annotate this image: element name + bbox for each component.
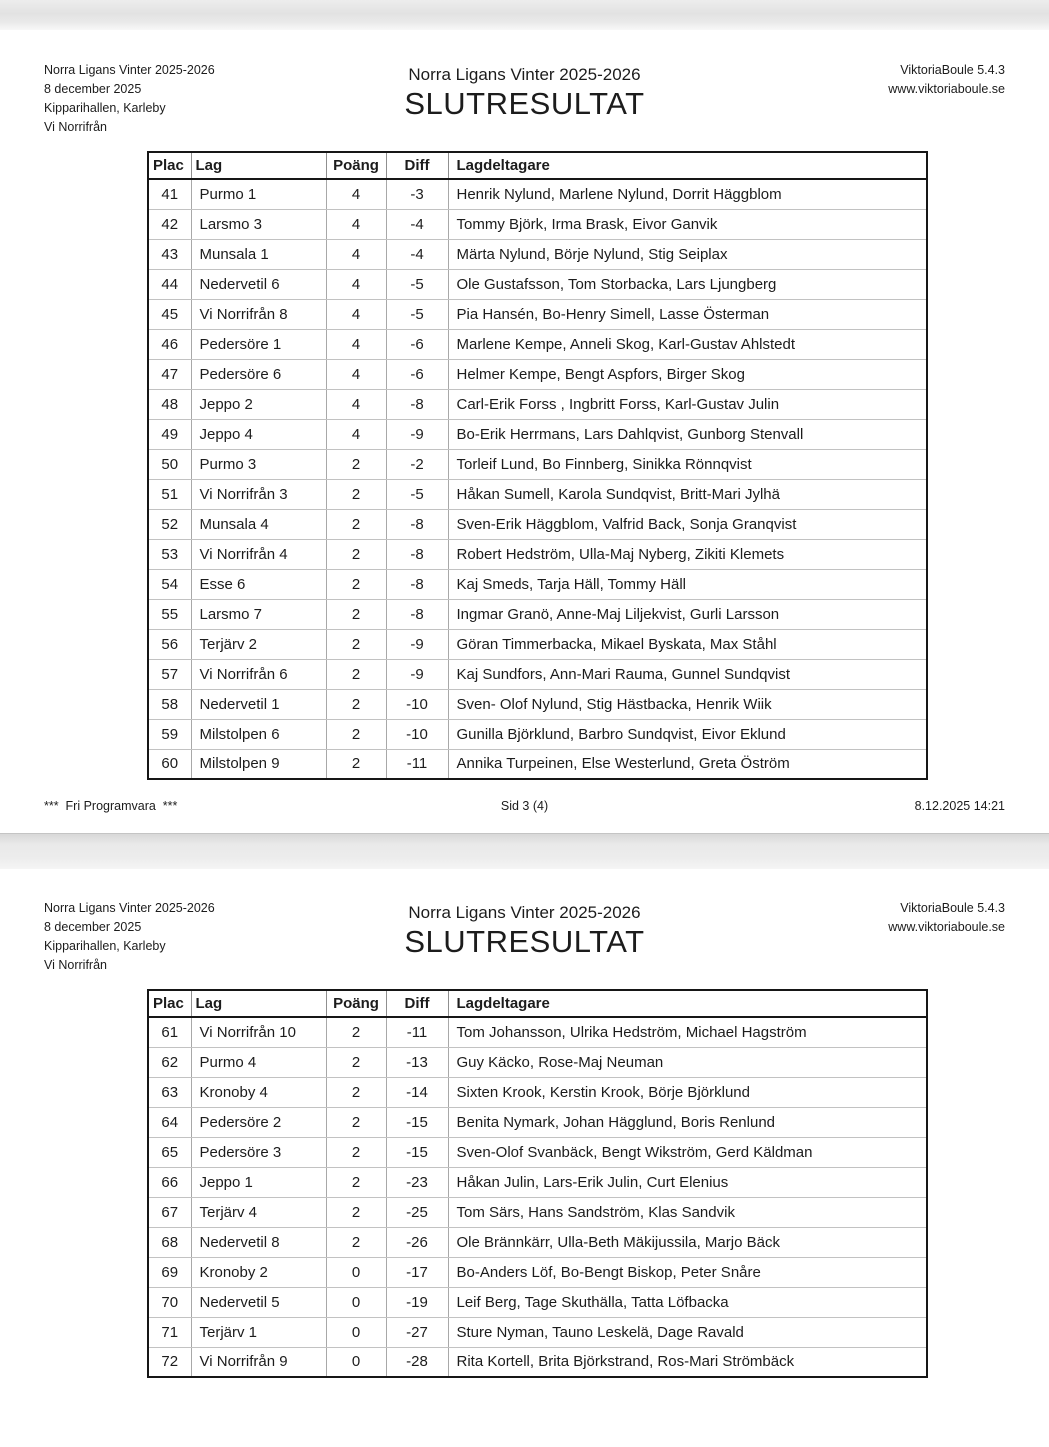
document-subtitle: Norra Ligans Vinter 2025-2026: [408, 903, 641, 922]
cell-points: 0: [326, 1317, 386, 1347]
cell-participants: Sven-Erik Häggblom, Valfrid Back, Sonja Granqvist: [448, 509, 927, 539]
event-organizer: Vi Norrifrån: [44, 958, 107, 972]
column-header-lagdeltagare: Lagdeltagare: [448, 152, 927, 179]
cell-place: 67: [148, 1197, 191, 1227]
cell-participants: Annika Turpeinen, Else Westerlund, Greta Öström: [456, 755, 790, 773]
event-info-block: [44, 61, 314, 137]
cell-team: Kronoby 2: [191, 1257, 326, 1287]
title-block: [314, 61, 735, 122]
cell-diff: -15: [386, 1107, 448, 1137]
cell-participants: Ingmar Granö, Anne-Maj Liljekvist, Gurli Larsson: [448, 599, 927, 629]
event-info-block: [44, 899, 314, 975]
cell-participants: Kaj Sundfors, Ann-Mari Rauma, Gunnel Sundqvist: [448, 659, 927, 689]
cell-team: Terjärv 4: [191, 1197, 326, 1227]
table-row: [148, 359, 927, 389]
cell-team: Milstolpen 9: [191, 749, 326, 779]
page-separator: [0, 833, 1049, 869]
cell-diff: -5: [386, 269, 448, 299]
cell-participants: Göran Timmerbacka, Mikael Byskata, Max Ståhl: [448, 629, 927, 659]
table-row: [148, 299, 927, 329]
cell-diff: -11: [386, 749, 448, 779]
cell-diff: -25: [386, 1197, 448, 1227]
cell-place: 48: [148, 389, 191, 419]
cell-points: 2: [326, 629, 386, 659]
cell-place: 64: [148, 1107, 191, 1137]
table-row: [148, 1077, 927, 1107]
cell-diff: -8: [386, 389, 448, 419]
cell-diff: -5: [386, 299, 448, 329]
cell-place: 50: [148, 449, 191, 479]
cell-diff: -9: [386, 659, 448, 689]
cell-participants: Tommy Björk, Irma Brask, Eivor Ganvik: [448, 209, 927, 239]
cell-diff: -14: [386, 1077, 448, 1107]
event-name: Norra Ligans Vinter 2025-2026: [44, 63, 215, 77]
cell-points: 4: [326, 329, 386, 359]
table-row: [148, 599, 927, 629]
cell-participants: Ole Brännkärr, Ulla-Beth Mäkijussila, Marjo Bäck: [448, 1227, 927, 1257]
cell-points: 2: [326, 1197, 386, 1227]
table-row: [148, 479, 927, 509]
cell-team: Vi Norrifrån 8: [191, 299, 326, 329]
title-block: [314, 899, 735, 960]
table-row: [148, 239, 927, 269]
table-row: [148, 1347, 927, 1377]
cell-participants: Robert Hedström, Ulla-Maj Nyberg, Zikiti Klemets: [448, 539, 927, 569]
cell-place: 44: [148, 269, 191, 299]
cell-team: Vi Norrifrån 6: [191, 659, 326, 689]
document-subtitle: Norra Ligans Vinter 2025-2026: [408, 65, 641, 84]
cell-place: 52: [148, 509, 191, 539]
table-row: [148, 449, 927, 479]
table-header-row: [148, 152, 927, 179]
cell-participants: Carl-Erik Forss , Ingbritt Forss, Karl-Gustav Julin: [448, 389, 927, 419]
cell-team: Pedersöre 2: [191, 1107, 326, 1137]
cell-diff: -28: [386, 1347, 448, 1377]
cell-team: Larsmo 3: [191, 209, 326, 239]
cell-points: 2: [326, 449, 386, 479]
cell-diff: -23: [386, 1167, 448, 1197]
cell-points: 2: [326, 1227, 386, 1257]
cell-place: 43: [148, 239, 191, 269]
table-row: [148, 1017, 927, 1047]
table-row: [148, 749, 927, 779]
cell-place: 49: [148, 419, 191, 449]
cell-place: 63: [148, 1077, 191, 1107]
cell-diff: -6: [386, 329, 448, 359]
cell-points: 2: [326, 479, 386, 509]
cell-diff: -4: [386, 209, 448, 239]
software-url: www.viktoriaboule.se: [888, 82, 1005, 96]
column-header-lag: Lag: [191, 152, 326, 179]
cell-points: 2: [326, 1017, 386, 1047]
cell-participants: Helmer Kempe, Bengt Aspfors, Birger Skog: [448, 359, 927, 389]
cell-place: 57: [148, 659, 191, 689]
cell-points: 4: [326, 209, 386, 239]
cell-place: 59: [148, 719, 191, 749]
table-row: [148, 419, 927, 449]
cell-place: 45: [148, 299, 191, 329]
cell-team: Nedervetil 5: [191, 1287, 326, 1317]
cell-diff: -5: [386, 479, 448, 509]
cell-team: Vi Norrifrån 4: [191, 539, 326, 569]
event-date: 8 december 2025: [44, 920, 142, 934]
cell-diff: -8: [386, 599, 448, 629]
cell-participants: Guy Käcko, Rose-Maj Neuman: [448, 1047, 927, 1077]
cell-diff: -9: [386, 419, 448, 449]
table-row: [148, 1167, 927, 1197]
column-header-lag: Lag: [191, 990, 326, 1017]
cell-points: 2: [326, 509, 386, 539]
cell-participants: Pia Hansén, Bo-Henry Simell, Lasse Österman: [448, 299, 927, 329]
cell-participants: Tom Särs, Hans Sandström, Klas Sandvik: [448, 1197, 927, 1227]
column-header-poang: Poäng: [326, 990, 386, 1017]
cell-participants: Benita Nymark, Johan Hägglund, Boris Renlund: [448, 1107, 927, 1137]
cell-participants: Bo-Anders Löf, Bo-Bengt Biskop, Peter Snåre: [448, 1257, 927, 1287]
table-row: [148, 1317, 927, 1347]
table-row: [148, 1047, 927, 1077]
cell-place: 72: [148, 1347, 191, 1377]
cell-points: 4: [326, 179, 386, 209]
table-row: [148, 509, 927, 539]
cell-place: 60: [148, 749, 191, 779]
cell-team: Vi Norrifrån 3: [191, 479, 326, 509]
cell-place: 62: [148, 1047, 191, 1077]
results-table-page-4: [147, 989, 928, 1378]
cell-participants: Sixten Krook, Kerstin Krook, Börje Björklund: [448, 1077, 927, 1107]
cell-place: 56: [148, 629, 191, 659]
footer-freeware-note: *** Fri Programvara ***: [44, 799, 178, 813]
cell-place: 58: [148, 689, 191, 719]
cell-team: Nedervetil 6: [191, 269, 326, 299]
cell-points: 2: [326, 1167, 386, 1197]
page-header: [0, 869, 1049, 975]
viewer-top-strip: [0, 0, 1049, 31]
cell-team: Terjärv 1: [191, 1317, 326, 1347]
cell-place: 70: [148, 1287, 191, 1317]
cell-points: 2: [326, 569, 386, 599]
page-footer: [44, 799, 1005, 815]
table-row: [148, 329, 927, 359]
column-header-lagdeltagare: Lagdeltagare: [448, 990, 927, 1017]
column-header-diff: Diff: [386, 152, 448, 179]
table-row: [148, 1287, 927, 1317]
cell-diff: -8: [386, 569, 448, 599]
table-row: [148, 269, 927, 299]
cell-participants: Tom Johansson, Ulrika Hedström, Michael Hagström: [448, 1017, 927, 1047]
cell-participants: Rita Kortell, Brita Björkstrand, Ros-Mari Strömbäck: [456, 1353, 795, 1371]
table-row: [148, 629, 927, 659]
footer-timestamp: 8.12.2025 14:21: [914, 799, 1005, 813]
cell-diff: -3: [386, 179, 448, 209]
cell-points: 2: [326, 689, 386, 719]
cell-team: Jeppo 1: [191, 1167, 326, 1197]
cell-points: 2: [326, 1077, 386, 1107]
cell-team: Larsmo 7: [191, 599, 326, 629]
results-table-page-3: [147, 151, 928, 780]
cell-points: 4: [326, 269, 386, 299]
cell-points: 2: [326, 659, 386, 689]
column-header-diff: Diff: [386, 990, 448, 1017]
cell-points: 4: [326, 419, 386, 449]
cell-team: Esse 6: [191, 569, 326, 599]
cell-place: 54: [148, 569, 191, 599]
cell-place: 66: [148, 1167, 191, 1197]
cell-points: 4: [326, 299, 386, 329]
event-name: Norra Ligans Vinter 2025-2026: [44, 901, 215, 915]
table-row: [148, 209, 927, 239]
table-row: [148, 689, 927, 719]
cell-points: 2: [326, 749, 386, 779]
cell-participants: Sture Nyman, Tauno Leskelä, Dage Ravald: [448, 1317, 927, 1347]
table-row: [148, 1107, 927, 1137]
column-header-plac: Plac: [148, 990, 191, 1017]
cell-points: 2: [326, 539, 386, 569]
cell-participants: Sven- Olof Nylund, Stig Hästbacka, Henrik Wiik: [448, 689, 927, 719]
cell-diff: -2: [386, 449, 448, 479]
cell-team: Milstolpen 6: [191, 719, 326, 749]
column-header-poang: Poäng: [326, 152, 386, 179]
cell-team: Nedervetil 8: [191, 1227, 326, 1257]
table-row: [148, 569, 927, 599]
cell-points: 2: [326, 1137, 386, 1167]
cell-points: 2: [326, 1107, 386, 1137]
cell-points: 4: [326, 389, 386, 419]
cell-place: 71: [148, 1317, 191, 1347]
cell-points: 4: [326, 359, 386, 389]
cell-diff: -17: [386, 1257, 448, 1287]
cell-team: Pedersöre 1: [191, 329, 326, 359]
cell-diff: -11: [386, 1017, 448, 1047]
table-row: [148, 1257, 927, 1287]
cell-team: Pedersöre 6: [191, 359, 326, 389]
cell-team: Terjärv 2: [191, 629, 326, 659]
document-title: SLUTRESULTAT: [404, 86, 645, 121]
cell-team: Vi Norrifrån 9: [191, 1347, 326, 1377]
cell-participants: Torleif Lund, Bo Finnberg, Sinikka Rönnqvist: [448, 449, 927, 479]
table-row: [148, 1227, 927, 1257]
cell-team: Jeppo 4: [191, 419, 326, 449]
cell-team: Munsala 4: [191, 509, 326, 539]
cell-team: Pedersöre 3: [191, 1137, 326, 1167]
cell-participants: Ole Gustafsson, Tom Storbacka, Lars Ljungberg: [448, 269, 927, 299]
cell-participants: Märta Nylund, Börje Nylund, Stig Seiplax: [448, 239, 927, 269]
cell-place: 55: [148, 599, 191, 629]
cell-diff: -15: [386, 1137, 448, 1167]
cell-participants: Sven-Olof Svanbäck, Bengt Wikström, Gerd Käldman: [448, 1137, 927, 1167]
cell-place: 42: [148, 209, 191, 239]
cell-participants: Håkan Sumell, Karola Sundqvist, Britt-Mari Jylhä: [448, 479, 927, 509]
cell-place: 51: [148, 479, 191, 509]
cell-points: 2: [326, 1047, 386, 1077]
cell-participants: Håkan Julin, Lars-Erik Julin, Curt Elenius: [448, 1167, 927, 1197]
cell-participants: Marlene Kempe, Anneli Skog, Karl-Gustav Ahlstedt: [448, 329, 927, 359]
table-row: [148, 1197, 927, 1227]
cell-diff: -8: [386, 509, 448, 539]
cell-diff: -8: [386, 539, 448, 569]
event-organizer: Vi Norrifrån: [44, 120, 107, 134]
cell-team: Munsala 1: [191, 239, 326, 269]
cell-diff: -9: [386, 629, 448, 659]
footer-page-number: Sid 3 (4): [500, 799, 549, 813]
cell-place: 47: [148, 359, 191, 389]
cell-points: 0: [326, 1287, 386, 1317]
cell-diff: -27: [386, 1317, 448, 1347]
cell-diff: -10: [386, 689, 448, 719]
table-row: [148, 179, 927, 209]
table-row: [148, 659, 927, 689]
cell-place: 69: [148, 1257, 191, 1287]
event-date: 8 december 2025: [44, 82, 142, 96]
cell-diff: -19: [386, 1287, 448, 1317]
cell-team: Kronoby 4: [191, 1077, 326, 1107]
cell-place: 46: [148, 329, 191, 359]
software-info-block: [735, 61, 1005, 99]
cell-team: Jeppo 2: [191, 389, 326, 419]
document-page-4: [0, 869, 1049, 1447]
cell-participants: Bo-Erik Herrmans, Lars Dahlqvist, Gunborg Stenvall: [448, 419, 927, 449]
cell-place: 53: [148, 539, 191, 569]
table-row: [148, 539, 927, 569]
cell-points: 0: [326, 1257, 386, 1287]
cell-team: Nedervetil 1: [191, 689, 326, 719]
table-row: [148, 389, 927, 419]
cell-place: 65: [148, 1137, 191, 1167]
cell-points: 2: [326, 719, 386, 749]
document-page-3: [0, 31, 1049, 833]
cell-diff: -4: [386, 239, 448, 269]
page-header: [0, 31, 1049, 137]
cell-diff: -13: [386, 1047, 448, 1077]
cell-place: 61: [148, 1017, 191, 1047]
cell-participants: Kaj Smeds, Tarja Häll, Tommy Häll: [448, 569, 927, 599]
cell-points: 2: [326, 599, 386, 629]
cell-team: Purmo 3: [191, 449, 326, 479]
cell-participants: Henrik Nylund, Marlene Nylund, Dorrit Häggblom: [448, 179, 927, 209]
software-info-block: [735, 899, 1005, 937]
column-header-plac: Plac: [148, 152, 191, 179]
cell-diff: -6: [386, 359, 448, 389]
cell-points: 0: [326, 1347, 386, 1377]
cell-points: 4: [326, 239, 386, 269]
cell-team: Purmo 4: [191, 1047, 326, 1077]
cell-team: Vi Norrifrån 10: [191, 1017, 326, 1047]
event-venue: Kipparihallen, Karleby: [44, 101, 166, 115]
software-name: ViktoriaBoule 5.4.3: [900, 63, 1005, 77]
software-url: www.viktoriaboule.se: [888, 920, 1005, 934]
cell-participants: Gunilla Björklund, Barbro Sundqvist, Eivor Eklund: [448, 719, 927, 749]
cell-team: Purmo 1: [191, 179, 326, 209]
event-venue: Kipparihallen, Karleby: [44, 939, 166, 953]
cell-diff: -26: [386, 1227, 448, 1257]
document-title: SLUTRESULTAT: [404, 924, 645, 959]
table-header-row: [148, 990, 927, 1017]
table-row: [148, 719, 927, 749]
software-name: ViktoriaBoule 5.4.3: [900, 901, 1005, 915]
cell-participants: Leif Berg, Tage Skuthälla, Tatta Löfbacka: [448, 1287, 927, 1317]
table-row: [148, 1137, 927, 1167]
cell-place: 41: [148, 179, 191, 209]
cell-place: 68: [148, 1227, 191, 1257]
cell-diff: -10: [386, 719, 448, 749]
